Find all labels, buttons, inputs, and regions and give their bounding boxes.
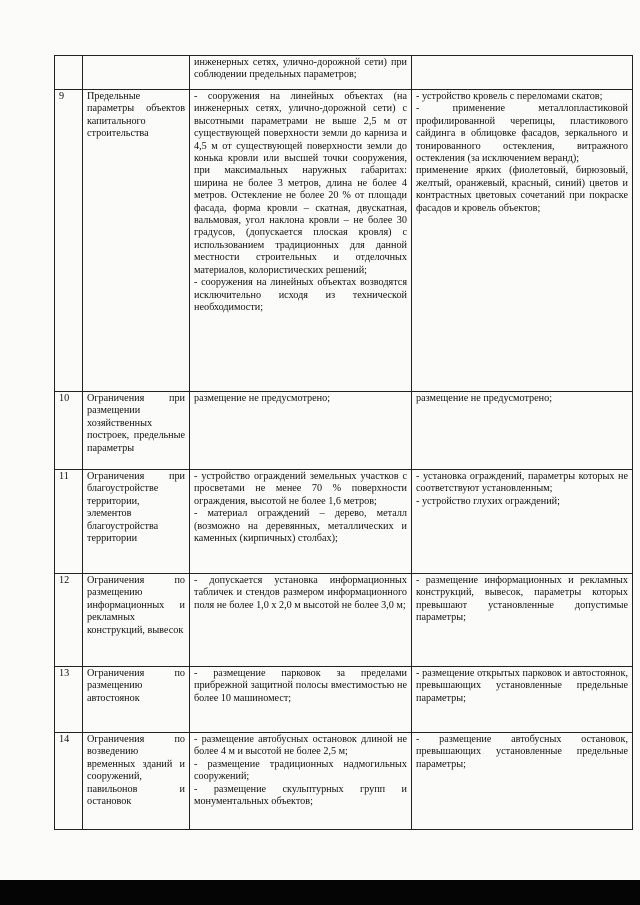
- row-number: 13: [55, 667, 83, 733]
- scan-bottom-edge: [0, 880, 640, 905]
- row-name: Ограничения по размещению информационных и рекламных конструкций, вывесок: [83, 574, 190, 667]
- row-allowed: - допускается установка информационных табличек и стендов размером информационного поля не более 1,0 х 2,0 м высотой не более 3,0 м;: [190, 574, 412, 667]
- row-forbidden: - устройство кровель с переломами скатов; - применение металлопластиковой профилированной черепицы, пластикового сайдинга в облицовке фасадов, зеркального и тонированного остекления, витражного остекления (за исключением веранд); применение ярких (фиолетовый, бирюзовый, желтый, оранжевый, красный, синий) цветов и контрастных цветовых сочетаний при покраске фасадов и кровель объектов;: [412, 90, 633, 392]
- row-name: [83, 56, 190, 90]
- row-allowed: - размещение автобусных остановок длиной не более 4 м и высотой не более 2,5 м; - размещение традиционных надмогильных сооружений; - размещение скульптурных групп и монументальных объектов;: [190, 733, 412, 830]
- row-number: 14: [55, 733, 83, 830]
- row-name: Ограничения по возведению временных зданий и сооружений, павильонов и остановок: [83, 733, 190, 830]
- row-forbidden: - размещение открытых парковок и автостоянок, превышающих установленные предельные параметры;: [412, 667, 633, 733]
- row-forbidden: [412, 56, 633, 90]
- table-row: [55, 667, 633, 733]
- row-forbidden: - установка ограждений, параметры которых не соответствуют установленным; - устройство глухих ограждений;: [412, 470, 633, 574]
- row-name: Предельные параметры объектов капитального строительства: [83, 90, 190, 392]
- row-allowed: - сооружения на линейных объектах (на инженерных сетях, улично-дорожной сети) с высотными параметрами не выше 2,5 м от существующей поверхности земли до карниза и 4,5 м от существующей поверхности земли до конька кровли или высшей точки сооружения, при максимальных наружных габаритах: ширина не более 3 метров, длина не более 4 метров. Остекление не более 20 % от площади фасада, форма кровли – скатная, двускатная, вальмовая, угол наклона кровли – не более 30 градусов, (допускается плоская кровля) с использованием традиционных для данной местности строительных и отделочных материалов, колористических решений; - сооружения на линейных объектах возводятся исключительно исходя из технической необходимости;: [190, 90, 412, 392]
- row-forbidden: - размещение автобусных остановок, превышающих установленные предельные параметры;: [412, 733, 633, 830]
- table-row: [55, 470, 633, 574]
- row-forbidden: - размещение информационных и рекламных конструкций, вывесок, параметры которых превышают установленные допустимые параметры;: [412, 574, 633, 667]
- row-number: 12: [55, 574, 83, 667]
- row-number: [55, 56, 83, 90]
- row-allowed: инженерных сетях, улично-дорожной сети) при соблюдении предельных параметров;: [190, 56, 412, 90]
- table-row: [55, 392, 633, 470]
- table-row: [55, 574, 633, 667]
- regulations-table: [54, 55, 633, 830]
- row-number: 11: [55, 470, 83, 574]
- row-allowed: - устройство ограждений земельных участков с просветами не менее 70 % поверхности ограждения, высотой не более 1,6 метров; - материал ограждений – дерево, металл (возможно на деревянных, металлических и каменных (кирпичных) столбах);: [190, 470, 412, 574]
- row-allowed: размещение не предусмотрено;: [190, 392, 412, 470]
- row-name: Ограничения по размещению автостоянок: [83, 667, 190, 733]
- table-row: [55, 90, 633, 392]
- row-name: Ограничения при благоустройстве территории, элементов благоустройства территории: [83, 470, 190, 574]
- row-number: 9: [55, 90, 83, 392]
- row-allowed: - размещение парковок за пределами прибрежной защитной полосы вместимостью не более 10 машиномест;: [190, 667, 412, 733]
- row-forbidden: размещение не предусмотрено;: [412, 392, 633, 470]
- row-name: Ограничения при размещении хозяйственных построек, предельные параметры: [83, 392, 190, 470]
- table-row: [55, 56, 633, 90]
- table-row: [55, 733, 633, 830]
- row-number: 10: [55, 392, 83, 470]
